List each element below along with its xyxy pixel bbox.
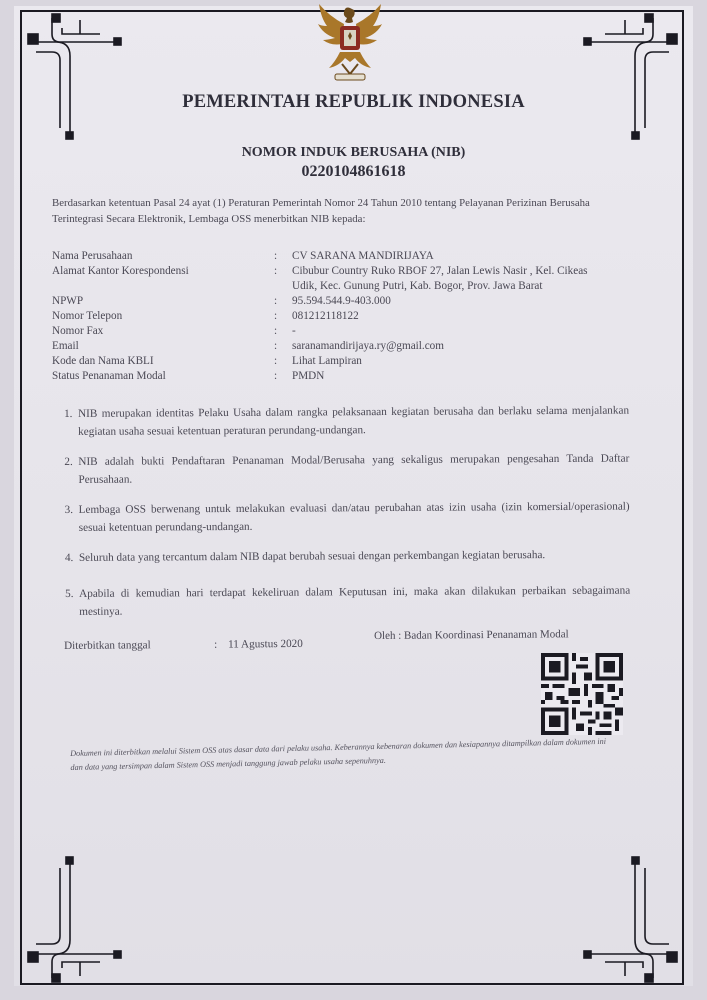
item-number: 4. bbox=[64, 551, 74, 564]
issuer-text: Oleh : Badan Koordinasi Penanaman Modal bbox=[374, 628, 569, 642]
info-label: Kode dan Nama KBLI bbox=[52, 355, 154, 367]
list-item bbox=[65, 582, 630, 621]
info-separator: : bbox=[274, 250, 278, 262]
footnote-disclaimer: Dokumen ini diterbitkan melalui Sistem OSS atas dasar data dari pelaku usaha. Keberannya kebenaran dokumen dan kesiapannya ditampilkan dalam dokumen ini dan data yang tersimpan dalam Sistem OSS menjadi tanggung jawab pelaku usaha sepenuhnya. bbox=[70, 736, 607, 772]
item-number: 1. bbox=[64, 407, 73, 420]
list-item bbox=[64, 402, 629, 441]
info-separator: : bbox=[274, 295, 278, 307]
list-item bbox=[65, 498, 630, 537]
issue-date-label: Diterbitkan tanggal bbox=[64, 639, 151, 652]
item-number: 3. bbox=[64, 503, 74, 516]
nib-number: 0220104861618 bbox=[301, 163, 406, 180]
issue-date-separator: : bbox=[213, 638, 218, 651]
list-item bbox=[65, 546, 630, 567]
info-value: 95.594.544.9-403.000 bbox=[292, 295, 391, 307]
document-title: NOMOR INDUK BERUSAHA (NIB) bbox=[241, 145, 466, 160]
issue-date-row bbox=[64, 638, 303, 652]
garuda-emblem-icon bbox=[315, 2, 385, 84]
item-text: Apabila di kemudian hari terdapat kekeliruan dalam Keputusan ini, maka akan dilakukan perbaikan sebagaimana mestinya. bbox=[79, 584, 631, 618]
item-text: Lembaga OSS berwenang untuk melakukan evaluasi dan/atau perubahan atas izin usaha (izin komersial/operasional) sesuai ketentuan perundang-undangan. bbox=[78, 500, 630, 534]
info-value: PMDN bbox=[292, 370, 325, 382]
info-separator: : bbox=[274, 310, 278, 322]
info-value: Cibubur Country Ruko RBOF 27, Jalan Lewis Nasir , Kel. Cikeas Udik, Kec. Gunung Putri, Kab. Bogor, Prov. Jawa Barat bbox=[292, 265, 588, 292]
corner-ornament-icon bbox=[583, 854, 683, 984]
info-label: Alamat Kantor Korespondensi bbox=[52, 265, 189, 277]
info-label: Email bbox=[52, 340, 79, 352]
info-separator: : bbox=[274, 370, 278, 382]
info-label: NPWP bbox=[52, 295, 84, 307]
info-separator: : bbox=[274, 355, 278, 367]
info-row-phone bbox=[52, 309, 632, 324]
info-separator: : bbox=[274, 325, 278, 337]
info-row-fax bbox=[52, 324, 632, 339]
info-row-kbli bbox=[52, 354, 632, 369]
info-row-email bbox=[52, 339, 632, 354]
info-label: Status Penanaman Modal bbox=[52, 370, 166, 382]
info-row-npwp bbox=[52, 294, 632, 309]
corner-ornament-icon bbox=[583, 12, 683, 142]
intro-paragraph: Berdasarkan ketentuan Pasal 24 ayat (1) Peraturan Pemerintah Nomor 24 Tahun 2010 tentang Pelayanan Perizinan Berusaha Terintegrasi Secara Elektronik, Lembaga OSS menerbitkan NIB kepada: bbox=[52, 197, 590, 225]
info-value: 081212118122 bbox=[292, 310, 359, 322]
info-row-address bbox=[52, 264, 632, 294]
info-row-company-name bbox=[52, 249, 632, 264]
info-label: Nomor Fax bbox=[52, 325, 104, 337]
info-label: Nama Perusahaan bbox=[52, 250, 133, 262]
item-number: 2. bbox=[64, 455, 73, 468]
issue-date-value: 11 Agustus 2020 bbox=[227, 637, 303, 651]
provisions-list bbox=[64, 402, 630, 633]
item-text: NIB adalah bukti Pendaftaran Penanaman Modal/Berusaha yang sekaligus merupakan pengesahan Tanda Daftar Perusahaan. bbox=[78, 452, 630, 486]
corner-ornament-icon bbox=[22, 12, 122, 142]
company-info-table bbox=[52, 249, 632, 384]
info-value: Lihat Lampiran bbox=[292, 355, 362, 367]
list-item bbox=[64, 450, 629, 489]
info-separator: : bbox=[274, 265, 278, 277]
info-value: - bbox=[292, 325, 296, 337]
corner-ornament-icon bbox=[22, 854, 122, 984]
qr-code-icon bbox=[541, 653, 623, 735]
item-text: NIB merupakan identitas Pelaku Usaha dalam rangka pelaksanaan kegiatan berusaha dan berlaku selama menjalankan kegiatan usaha sesuai ketentuan peraturan perundang-undangan. bbox=[78, 404, 630, 438]
info-row-investment-status bbox=[52, 369, 632, 384]
item-number: 5. bbox=[65, 587, 74, 600]
government-title: PEMERINTAH REPUBLIK INDONESIA bbox=[182, 92, 525, 112]
item-text: Seluruh data yang tercantum dalam NIB dapat berubah sesuai dengan perkembangan kegiatan berusaha. bbox=[78, 549, 546, 564]
info-separator: : bbox=[274, 340, 278, 352]
info-label: Nomor Telepon bbox=[52, 310, 123, 322]
info-value: saranamandirijaya.ry@gmail.com bbox=[292, 340, 444, 352]
info-value: CV SARANA MANDIRIJAYA bbox=[292, 250, 434, 262]
